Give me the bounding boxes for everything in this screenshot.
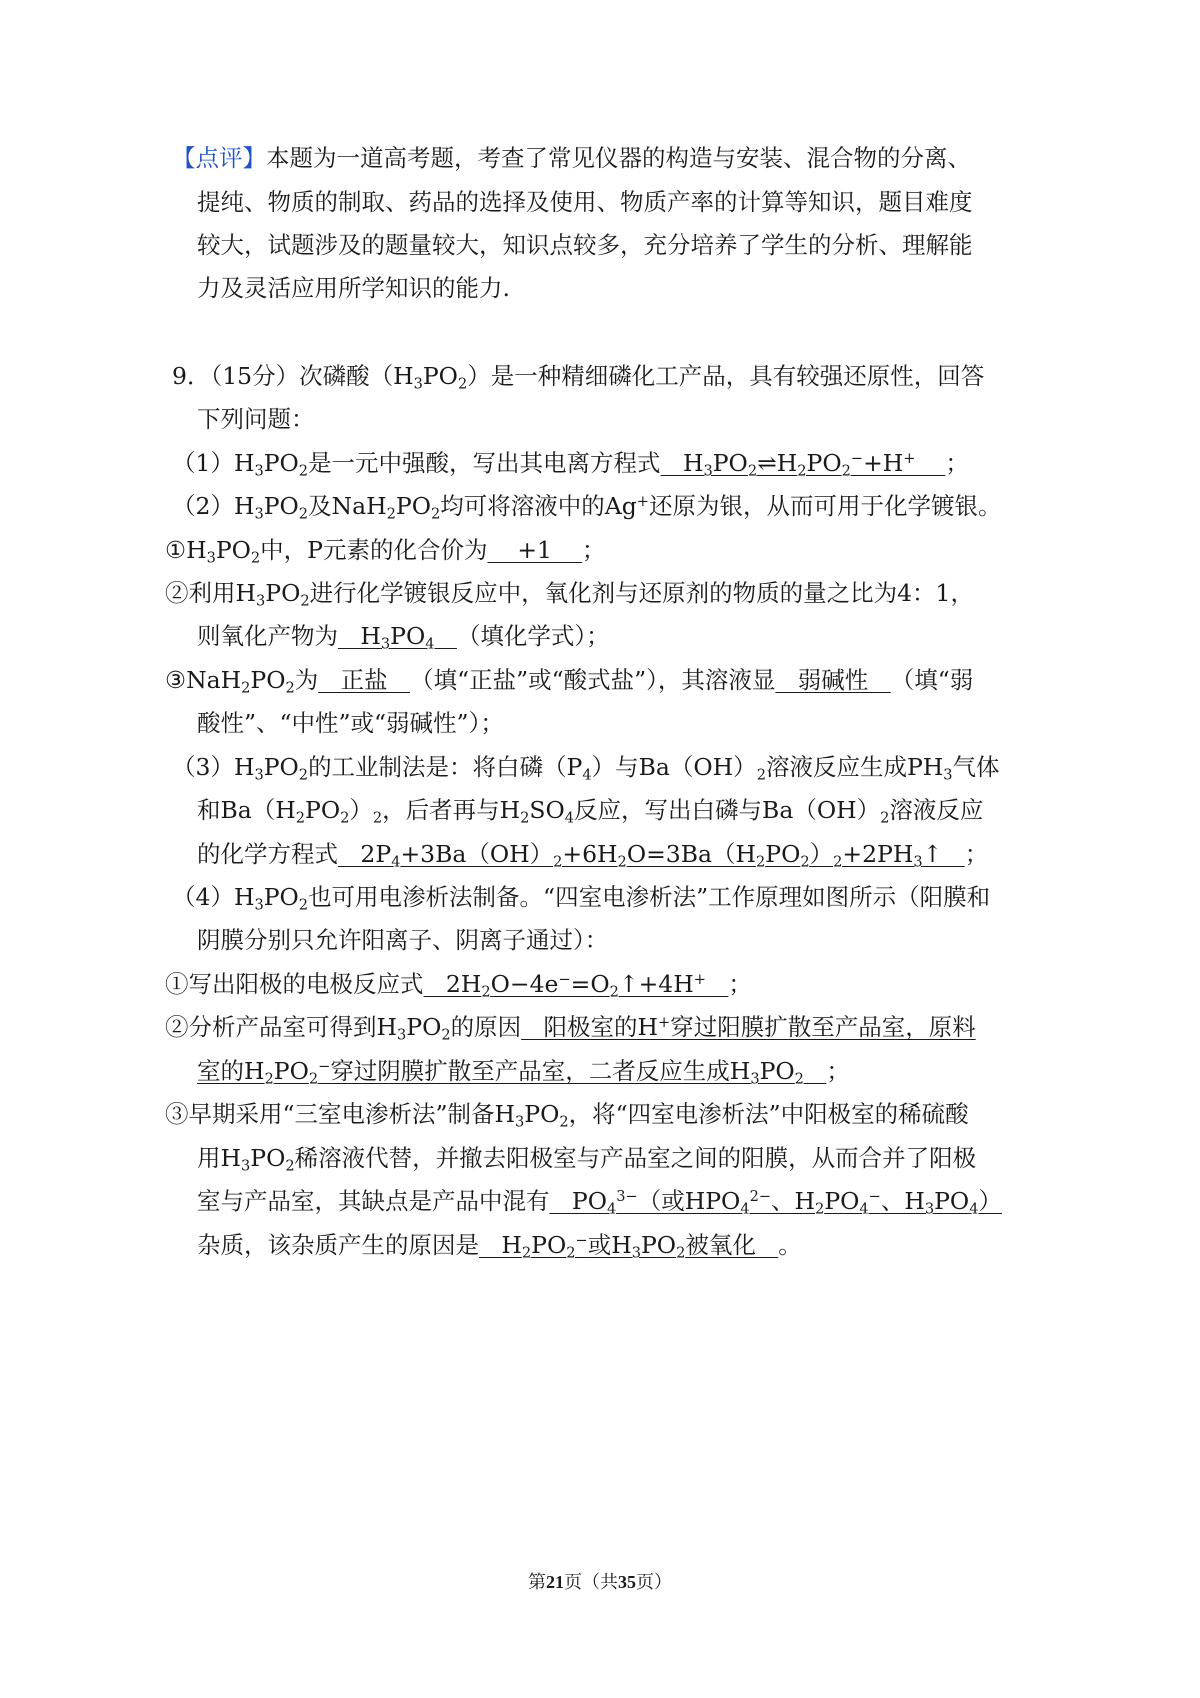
answer-impurity-reason: $H_2PO_2^-$或$H_3PO_2$被氧化: [479, 1231, 779, 1262]
part-3-line-2: 和$Ba(H_2PO_2)_2$，后者再与$H_2SO_4$反应，写出白磷与$Ba(OH)_2$溶液反应: [197, 796, 984, 827]
part-1-line: $(1)H_3PO_2$是一元中强酸，写出其电离方程式 $H_3PO_2\rightleftharpoons H_2PO_2^-+H^+$ ；: [172, 449, 969, 480]
part-2-line: $(2)H_3PO_2$及$NaH_2PO_2$均可将溶液中的Ag+还原为银，从而可用于化学镀银。: [172, 492, 1002, 523]
part-3-line-3: 的化学方程式 $2P_4+3Ba(OH)_2+6H_2O=3Ba(H_2PO_2)_2+2PH_3↑$ ；: [197, 840, 989, 871]
part-4c-line-4: 杂质，该杂质产生的原因是 $H_2PO_2^-$或$H_3PO_2$被氧化 。: [197, 1231, 802, 1262]
part-4c-line-2: 用$H_3PO_2$稀溶液代替，并撤去阳极室与产品室之间的阳膜，从而合并了阳极: [197, 1144, 977, 1175]
question-9-line-2: 下列问题：: [197, 405, 315, 433]
part-4b-line-2: 室的$H_2PO_2^-$穿过阴膜扩散至产品室，二者反应生成$H_3PO_2$ ；: [197, 1057, 850, 1088]
answer-solution-property: 弱碱性: [775, 666, 891, 694]
review-line-2: 提纯、物质的制取、药品的选择及使用、物质产率的计算等知识，题目难度: [197, 188, 973, 216]
part-4-line-1: $(4)H_3PO_2$也可用电渗析法制备。“四室电渗析法”工作原理如图所示（阳膜和: [172, 883, 991, 914]
answer-salt-type: 正盐: [318, 666, 411, 694]
part-4b-line-1: ②分析产品室可得到$H_3PO_2$的原因 阳极室的H+穿过阳膜扩散至产品室，原料: [165, 1013, 976, 1044]
page-footer: [0, 1570, 1200, 1595]
part-4a-line: ①写出阳极的电极反应式 $2H_2O-4e^-=O_2↑+4H^+$ ；: [165, 970, 752, 1001]
footer-page-number: 21: [546, 1572, 564, 1592]
question-9-line-1: [172, 360, 984, 392]
footer-total-pages: 35: [618, 1572, 636, 1592]
part-4c-line-3: 室与产品室，其缺点是产品中混有 $PO_4^{3-}$（或$HPO_4^{2-}$、$H_2PO_4^-$、$H_3PO_4$）: [197, 1187, 1002, 1218]
answer-anode-reaction: $2H_2O-4e^-=O_2↑+4H^+$: [423, 970, 706, 1001]
part-2b-line-2: 则氧化产物为 $H_3PO_4$ （填化学式）；: [197, 622, 610, 653]
footer-middle: 页（共: [564, 1572, 618, 1593]
part-2b-line-1: ②利用$H_3PO_2$进行化学镀银反应中，氧化剂与还原剂的物质的量之比为4：1，: [165, 579, 975, 610]
part-2a-line: $①H_3PO_2$中，P元素的化合价为 +1 ；: [165, 536, 606, 567]
part-3-line-1: $(3)H_3PO_2$的工业制法是：将白磷$(P_4)$与$Ba(OH)_2$溶液反应生成$PH_3$气体: [172, 753, 1000, 784]
answer-reason-part-2: 室的$H_2PO_2^-$穿过阴膜扩散至产品室，二者反应生成$H_3PO_2$: [197, 1057, 804, 1088]
question-number: 9．: [172, 362, 211, 390]
review-line-3: 较大，试题涉及的题量较大，知识点较多，充分培养了学生的分析、理解能: [197, 231, 973, 259]
answer-oxidation-product: $H_3PO_4$: [338, 622, 435, 653]
answer-oxidation-state: +1: [487, 536, 582, 564]
answer-impurity: $PO_4^{3-}$（或$HPO_4^{2-}$、$H_2PO_4^-$、$H_3PO_4$）: [549, 1187, 1002, 1218]
part-4-line-2: 阴膜分别只允许阳离子、阴离子通过）：: [197, 926, 609, 954]
footer-suffix: 页）: [636, 1572, 672, 1593]
footer-prefix: 第: [528, 1572, 546, 1593]
answer-chemical-equation: $2P_4+3Ba(OH)_2+6H_2O=3Ba(H_2PO_2)_2+2PH_3↑$: [338, 840, 965, 871]
answer-reason-part-1: 阳极室的H+穿过阳膜扩散至产品室，原料: [521, 1013, 976, 1041]
part-2c-line-2: 酸性”、“中性”或“弱碱性”）；: [197, 709, 504, 737]
question-9-text-1: （15分）次磷酸$(H_3PO_2)$是一种精细磷化工产品，具有较强还原性，回答: [210, 362, 985, 393]
review-tag: 【点评】: [172, 144, 266, 172]
answer-ionization-equation: $H_3PO_2\rightleftharpoons H_2PO_2^-+H^+$: [660, 449, 916, 480]
review-text-1: 本题为一道高考题，考查了常见仪器的构造与安装、混合物的分离、: [266, 144, 971, 172]
part-2c-line-1: $③NaH_2PO_2$为 正盐 （填“正盐”或“酸式盐”），其溶液显 弱碱性 （填“弱: [165, 666, 974, 697]
review-line-1: [172, 142, 971, 174]
review-line-4: 力及灵活应用所学知识的能力.: [197, 274, 510, 302]
part-4c-line-1: ③早期采用“三室电渗析法”制备$H_3PO_2$，将“四室电渗析法”中阳极室的稀硫酸: [165, 1100, 969, 1131]
